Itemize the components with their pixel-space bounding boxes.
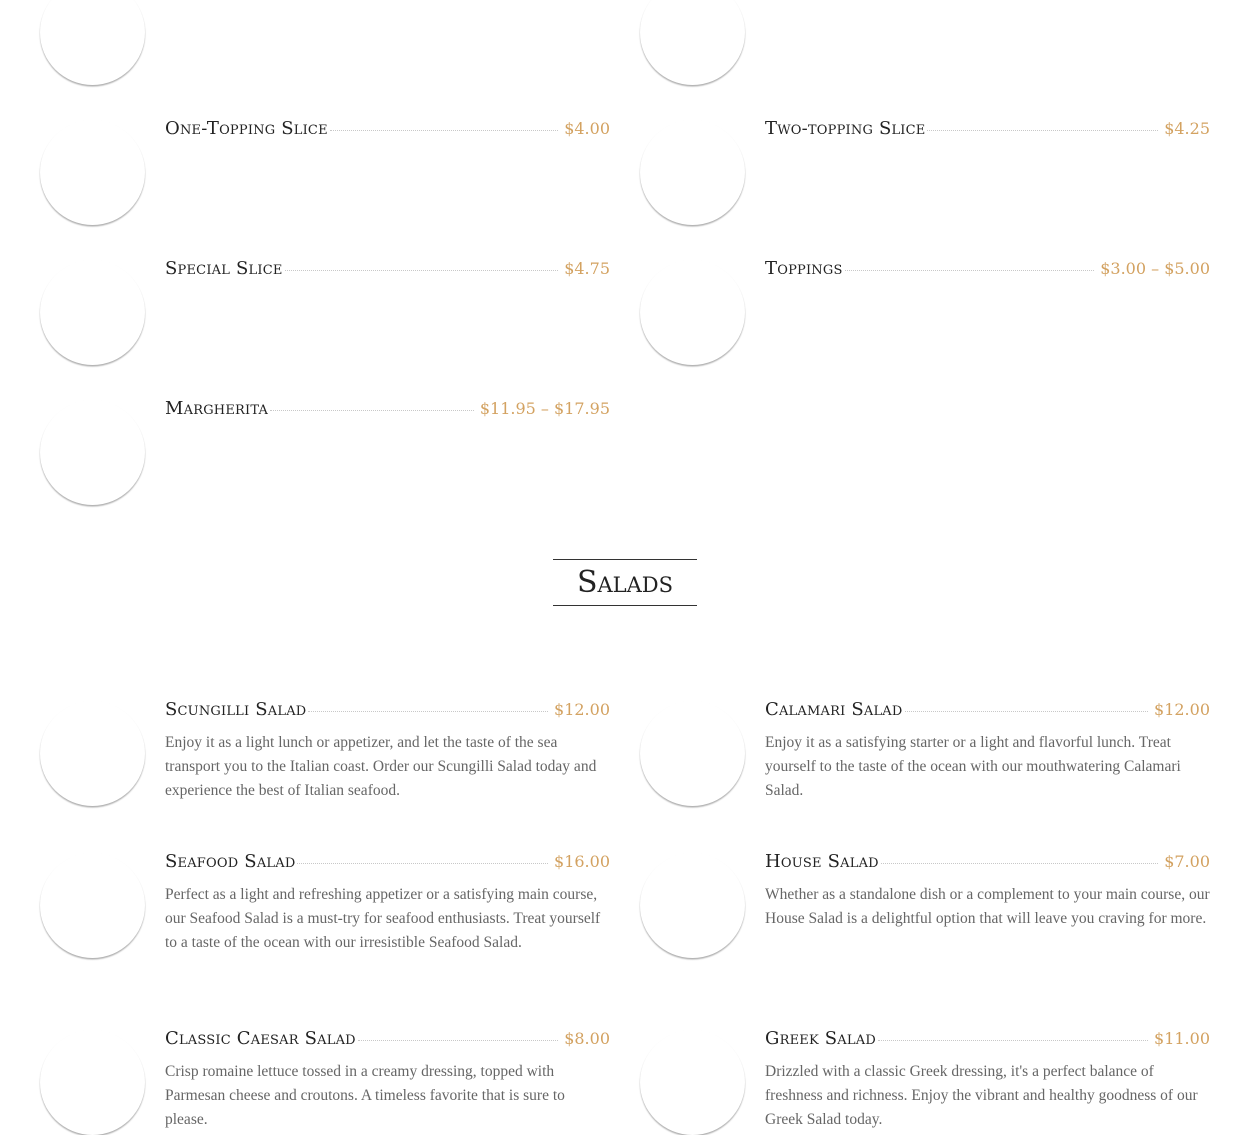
- item-description: Drizzled with a classic Greek dressing, it's a perfect balance of freshness and richness. Enjoy the vibrant and healthy goodness of our Greek Salad today.: [765, 1063, 1198, 1129]
- menu-item-special-slice: [40, 258, 610, 368]
- item-name[interactable]: Calamari Salad: [765, 699, 903, 720]
- item-name[interactable]: Toppings: [765, 258, 843, 279]
- item-image[interactable]: [40, 1030, 145, 1135]
- item-header: [165, 118, 610, 142]
- item-name[interactable]: Classic Caesar Salad: [165, 1028, 356, 1049]
- item-description: Enjoy it as a satisfying starter or a light and flavorful lunch. Treat yourself to the taste of the ocean with our mouthwatering Calamari Salad.: [765, 734, 1181, 800]
- dot-leader: [270, 410, 474, 411]
- item-name[interactable]: Margherita: [165, 398, 269, 419]
- item-image[interactable]: [640, 120, 745, 225]
- menu-item-classic-caesar-salad: [40, 1028, 610, 1130]
- item-image[interactable]: [40, 853, 145, 958]
- item-price: $7.00: [1164, 852, 1210, 871]
- item-name[interactable]: House Salad: [765, 851, 879, 872]
- item-name[interactable]: Special Slice: [165, 258, 283, 279]
- dot-leader: [285, 270, 559, 271]
- item-price: $4.75: [564, 259, 610, 278]
- menu-item-two-topping-slice: [640, 118, 1210, 228]
- item-price: $12.00: [1154, 700, 1210, 719]
- menu-item-one-topping-slice: [40, 118, 610, 228]
- item-image[interactable]: [40, 260, 145, 365]
- menu-item-calamari-salad: [640, 699, 1210, 809]
- item-price: $12.00: [554, 700, 610, 719]
- item-name[interactable]: Two-topping Slice: [765, 118, 926, 139]
- menu-item-house-salad: [640, 851, 1210, 981]
- item-header: [765, 851, 1210, 875]
- menu-item-margherita: [40, 398, 610, 508]
- dot-leader: [905, 711, 1149, 712]
- dot-leader: [330, 130, 558, 131]
- item-price: $11.00: [1154, 1029, 1210, 1048]
- menu-item-scungilli-salad: [40, 699, 610, 809]
- dot-leader: [358, 1040, 558, 1041]
- item-price: $4.00: [564, 119, 610, 138]
- menu-item-partial: [640, 0, 1210, 85]
- menu-item-toppings: [640, 258, 1210, 368]
- dot-leader: [878, 1040, 1148, 1041]
- item-description: Whether as a standalone dish or a complement to your main course, our House Salad is a delightful option that will leave you craving for more.: [765, 886, 1210, 928]
- dot-leader: [881, 863, 1158, 864]
- item-description: Crisp romaine lettuce tossed in a creamy dressing, topped with Parmesan cheese and croutons. A timeless favorite that is sure to please.: [165, 1063, 565, 1129]
- item-header: [165, 258, 610, 282]
- item-image[interactable]: [640, 260, 745, 365]
- item-header: [765, 258, 1210, 282]
- menu-item-partial: [40, 0, 610, 85]
- item-description: Perfect as a light and refreshing appetizer or a satisfying main course, our Seafood Salad is a must-try for seafood enthusiasts. Treat yourself to a taste of the ocean with our irresistible Seafood Salad.: [165, 886, 601, 952]
- item-name[interactable]: Greek Salad: [765, 1028, 876, 1049]
- item-header: [765, 118, 1210, 142]
- item-price: $16.00: [554, 852, 610, 871]
- item-image[interactable]: [40, 120, 145, 225]
- item-image[interactable]: [40, 400, 145, 505]
- item-price: $3.00 – $5.00: [1100, 259, 1210, 278]
- item-price: $8.00: [564, 1029, 610, 1048]
- item-description: Enjoy it as a light lunch or appetizer, and let the taste of the sea transport you to the Italian coast. Order our Scungilli Salad today and experience the best of Italian seafood.: [165, 734, 597, 800]
- item-image[interactable]: [640, 701, 745, 806]
- item-image[interactable]: [640, 0, 745, 85]
- item-name[interactable]: One-Topping Slice: [165, 118, 328, 139]
- item-name[interactable]: Scungilli Salad: [165, 699, 307, 720]
- dot-leader: [297, 863, 548, 864]
- item-image[interactable]: [40, 701, 145, 806]
- item-price: $4.25: [1164, 119, 1210, 138]
- item-image[interactable]: [640, 1030, 745, 1135]
- item-header: [165, 699, 610, 723]
- item-image[interactable]: [40, 0, 145, 85]
- menu-item-seafood-salad: [40, 851, 610, 981]
- dot-leader: [927, 130, 1158, 131]
- item-header: [165, 398, 610, 422]
- item-header: [165, 1028, 610, 1052]
- item-header: [765, 699, 1210, 723]
- item-price: $11.95 – $17.95: [479, 399, 610, 418]
- menu-item-greek-salad: [640, 1028, 1210, 1130]
- dot-leader: [308, 711, 548, 712]
- item-header: [165, 851, 610, 875]
- item-name[interactable]: Seafood Salad: [165, 851, 296, 872]
- dot-leader: [845, 270, 1095, 271]
- section-title-salads: Salads: [553, 559, 697, 606]
- item-image[interactable]: [640, 853, 745, 958]
- item-header: [765, 1028, 1210, 1052]
